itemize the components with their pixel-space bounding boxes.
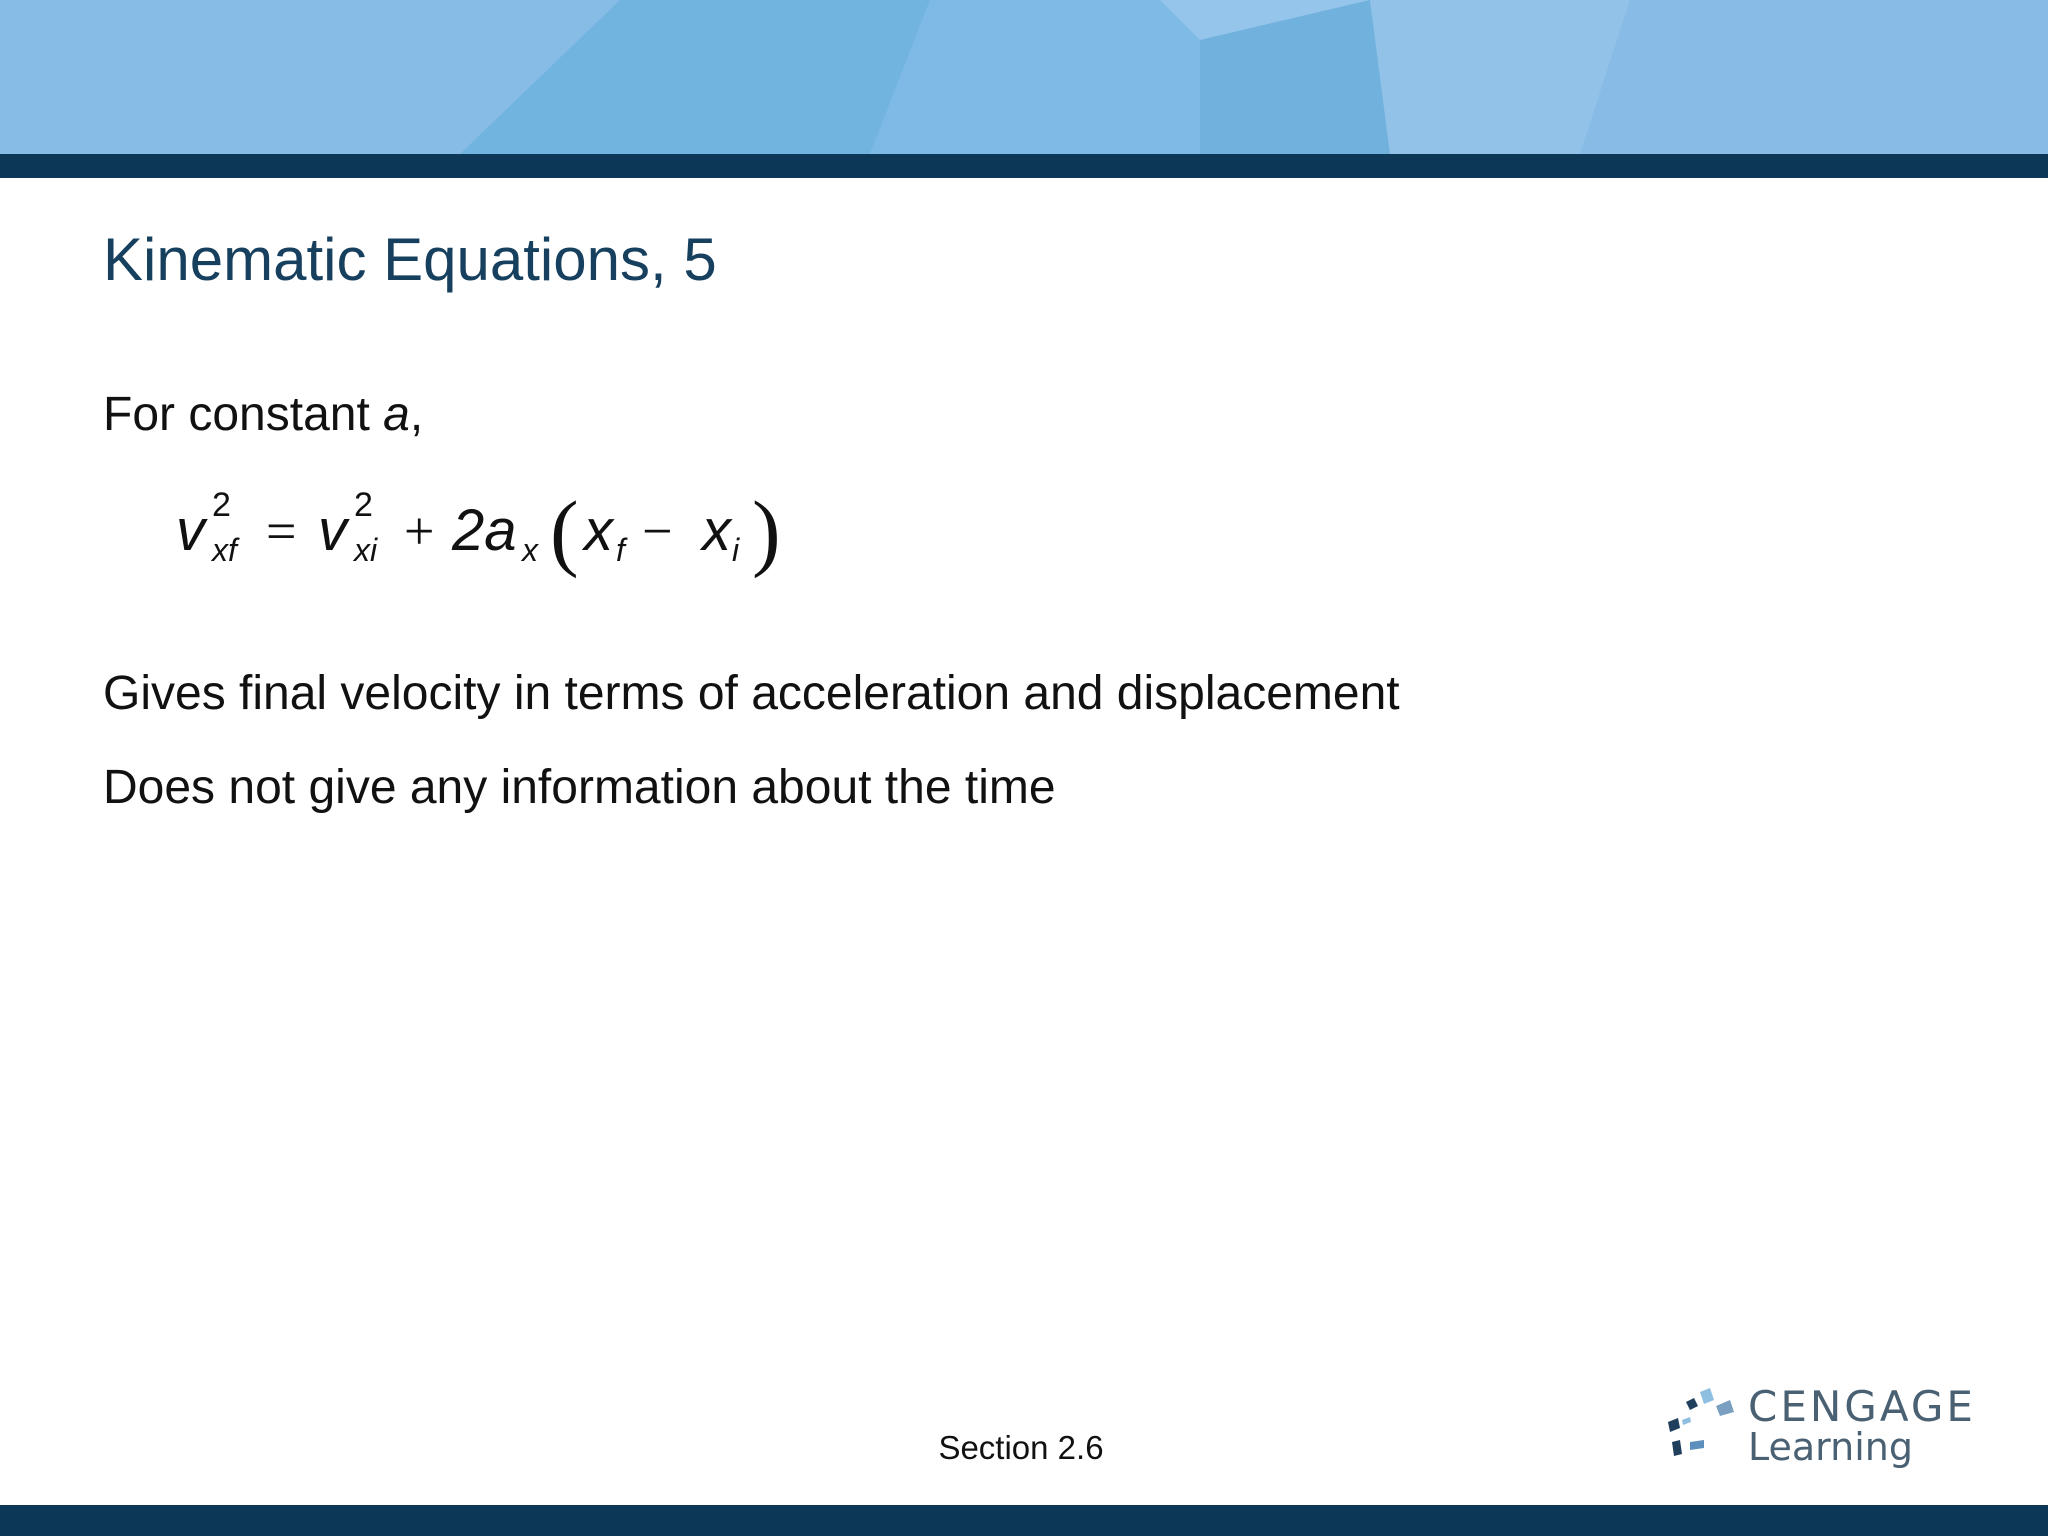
body-text-2: Does not give any information about the time (103, 761, 1056, 814)
slide-title: Kinematic Equations, 5 (103, 226, 717, 293)
intro-line (103, 386, 423, 444)
eq-subscript-xf: xf (212, 532, 237, 568)
eq-subscript-f: f (616, 532, 625, 568)
eq-exponent-2: 2 (354, 486, 373, 524)
header-banner-graphic (0, 0, 2048, 154)
eq-x-final: x (584, 498, 613, 563)
intro-text: For constant (103, 388, 384, 441)
header-rule (0, 154, 2048, 178)
eq-exponent-1: 2 (212, 486, 231, 524)
eq-subscript-x: x (522, 532, 538, 568)
learning-wordmark: Learning (1748, 1425, 1913, 1469)
cengage-logo (1660, 1378, 1976, 1478)
eq-x-initial: x (702, 498, 731, 563)
eq-coefficient: 2a (452, 498, 517, 563)
eq-subscript-i: i (732, 532, 740, 568)
footer-rule (0, 1505, 2048, 1536)
intro-variable: a (383, 388, 410, 441)
eq-right-paren: ) (752, 483, 781, 579)
eq-v-initial: v (318, 498, 347, 563)
eq-minus: − (642, 501, 673, 561)
header-banner (0, 0, 2048, 154)
section-label: Section 2.6 (938, 1429, 1104, 1466)
eq-left-paren: ( (550, 483, 579, 579)
intro-punct: , (409, 388, 424, 441)
kinematic-equation (176, 474, 796, 594)
cengage-wordmark: CENGAGE (1748, 1382, 1976, 1431)
cengage-logo-mark-icon (1660, 1384, 1750, 1474)
body-text-1: Gives final velocity in terms of acceleration and displacement (103, 667, 1400, 720)
eq-v-final: v (176, 498, 205, 563)
eq-subscript-xi: xi (354, 532, 378, 568)
eq-plus: + (404, 501, 435, 561)
eq-equals: = (266, 501, 297, 561)
